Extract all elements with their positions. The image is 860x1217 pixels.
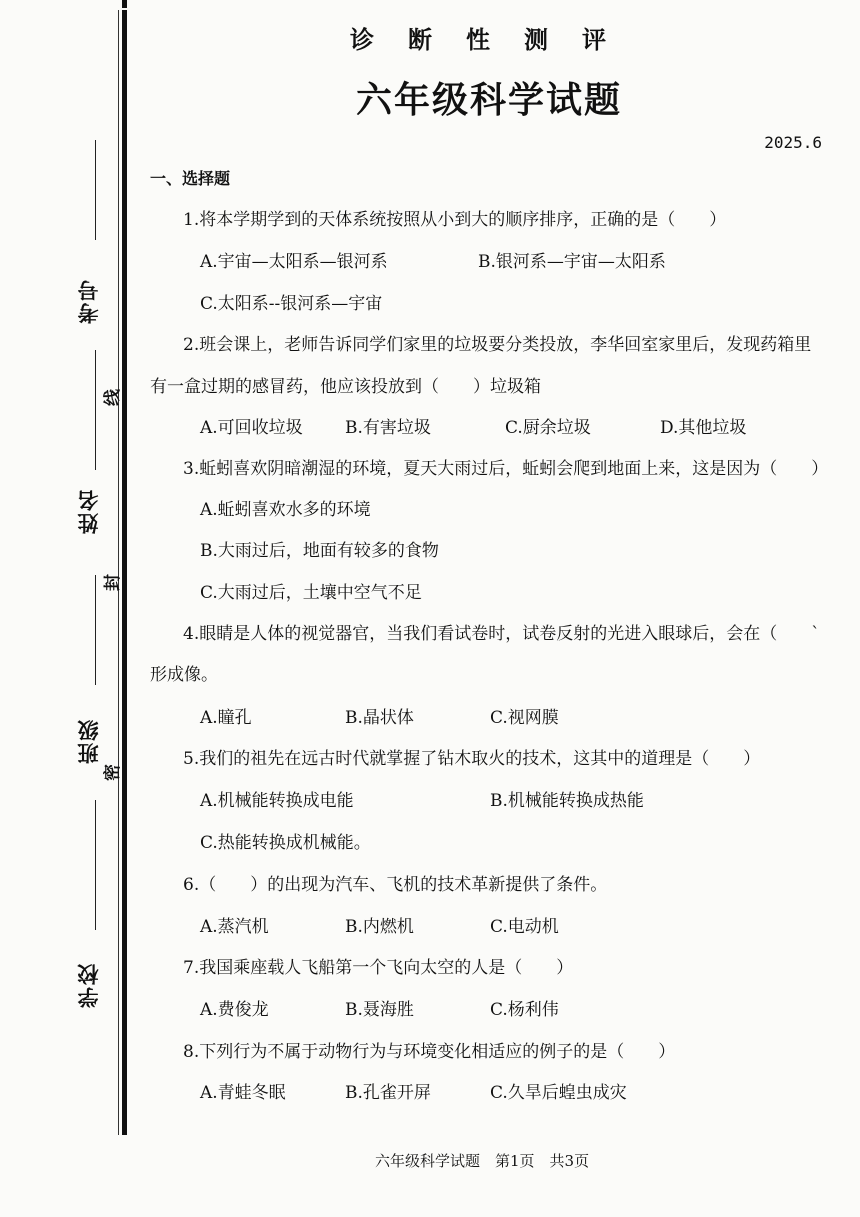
page-footer: 六年级科学试题 第1页 共3页 <box>375 1152 590 1170</box>
q7-option-a: A.费俊龙 <box>200 1000 269 1020</box>
banji-label: 班级 <box>76 718 101 764</box>
question-6: 6.（ ）的出现为汽车、飞机的技术革新提供了条件。 <box>183 875 608 895</box>
q8-option-b: B.孔雀开屏 <box>345 1083 431 1103</box>
q5-option-a: A.机械能转换成电能 <box>200 791 354 811</box>
binding-line <box>122 10 127 1135</box>
q1-option-b: B.银河系—宇宙—太阳系 <box>478 252 666 272</box>
question-4-line2: 形成像。 <box>150 665 218 685</box>
question-7: 7.我国乘座载人飞船第一个飞向太空的人是（ ） <box>183 958 574 978</box>
q1-option-c: C.太阳系--银河系—宇宙 <box>200 294 383 314</box>
question-4-line1: 4.眼睛是人体的视觉器官，当我们看试卷时，试卷反射的光进入眼球后，会在（ ` <box>183 624 820 644</box>
q5-option-b: B.机械能转换成热能 <box>490 791 644 811</box>
xuexiao-line <box>95 800 96 930</box>
q3-option-b: B.大雨过后，地面有较多的食物 <box>200 541 439 561</box>
q2-option-b: B.有害垃圾 <box>345 418 431 438</box>
question-5: 5.我们的祖先在远古时代就掌握了钻木取火的技术，这其中的道理是（ ） <box>183 749 761 769</box>
q6-option-c: C.电动机 <box>490 917 559 937</box>
exam-date: 2025.6 <box>764 133 822 152</box>
question-2-line1: 2.班会课上，老师告诉同学们家里的垃圾要分类投放，李华回室家里后，发现药箱里 <box>183 335 812 355</box>
q4-option-b: B.晶状体 <box>345 708 414 728</box>
q7-option-c: C.杨利伟 <box>490 1000 559 1020</box>
q4-option-a: A.瞳孔 <box>200 708 252 728</box>
xingming-line <box>95 350 96 470</box>
exam-title: 六年级科学试题 <box>355 79 622 121</box>
q3-option-c: C.大雨过后，土壤中空气不足 <box>200 583 422 603</box>
banji-line <box>95 575 96 685</box>
q6-option-b: B.内燃机 <box>345 917 414 937</box>
q8-option-a: A.青蛙冬眠 <box>200 1083 286 1103</box>
question-3: 3.蚯蚓喜欢阴暗潮湿的环境，夏天大雨过后，蚯蚓会爬到地面上来，这是因为（ ） <box>183 459 829 479</box>
q2-option-a: A.可回收垃圾 <box>200 418 303 438</box>
kaohao-line <box>95 140 96 240</box>
exam-subtitle: 诊断性测评 <box>350 25 640 54</box>
q7-option-b: B.聂海胜 <box>345 1000 414 1020</box>
question-1: 1.将本学期学到的天体系统按照从小到大的顺序排序，正确的是（ ） <box>183 210 727 230</box>
q4-option-c: C.视网膜 <box>490 708 559 728</box>
kaohao-label: 考号 <box>76 278 101 324</box>
q1-option-a: A.宇宙—太阳系—银河系 <box>200 252 388 272</box>
q3-option-a: A.蚯蚓喜欢水多的环境 <box>200 500 371 520</box>
q2-option-d: D.其他垃圾 <box>660 418 747 438</box>
binding-edge <box>122 0 127 8</box>
q6-option-a: A.蒸汽机 <box>200 917 269 937</box>
seal-feng: 封 <box>103 574 123 591</box>
q8-option-c: C.久旱后蝗虫成灾 <box>490 1083 627 1103</box>
q5-option-c: C.热能转换成机械能。 <box>200 833 371 853</box>
seal-mi: 密 <box>103 764 123 781</box>
xingming-label: 姓名 <box>76 488 101 534</box>
xuexiao-label: 学校 <box>76 962 101 1008</box>
seal-xian: 线 <box>103 389 123 406</box>
q2-option-c: C.厨余垃圾 <box>505 418 591 438</box>
section-title: 一、选择题 <box>150 169 231 188</box>
question-2-line2: 有一盒过期的感冒药，他应该投放到（ ）垃圾箱 <box>150 377 541 397</box>
question-8: 8.下列行为不属于动物行为与环境变化相适应的例子的是（ ） <box>183 1042 676 1062</box>
binding-line-thin <box>118 10 119 1135</box>
